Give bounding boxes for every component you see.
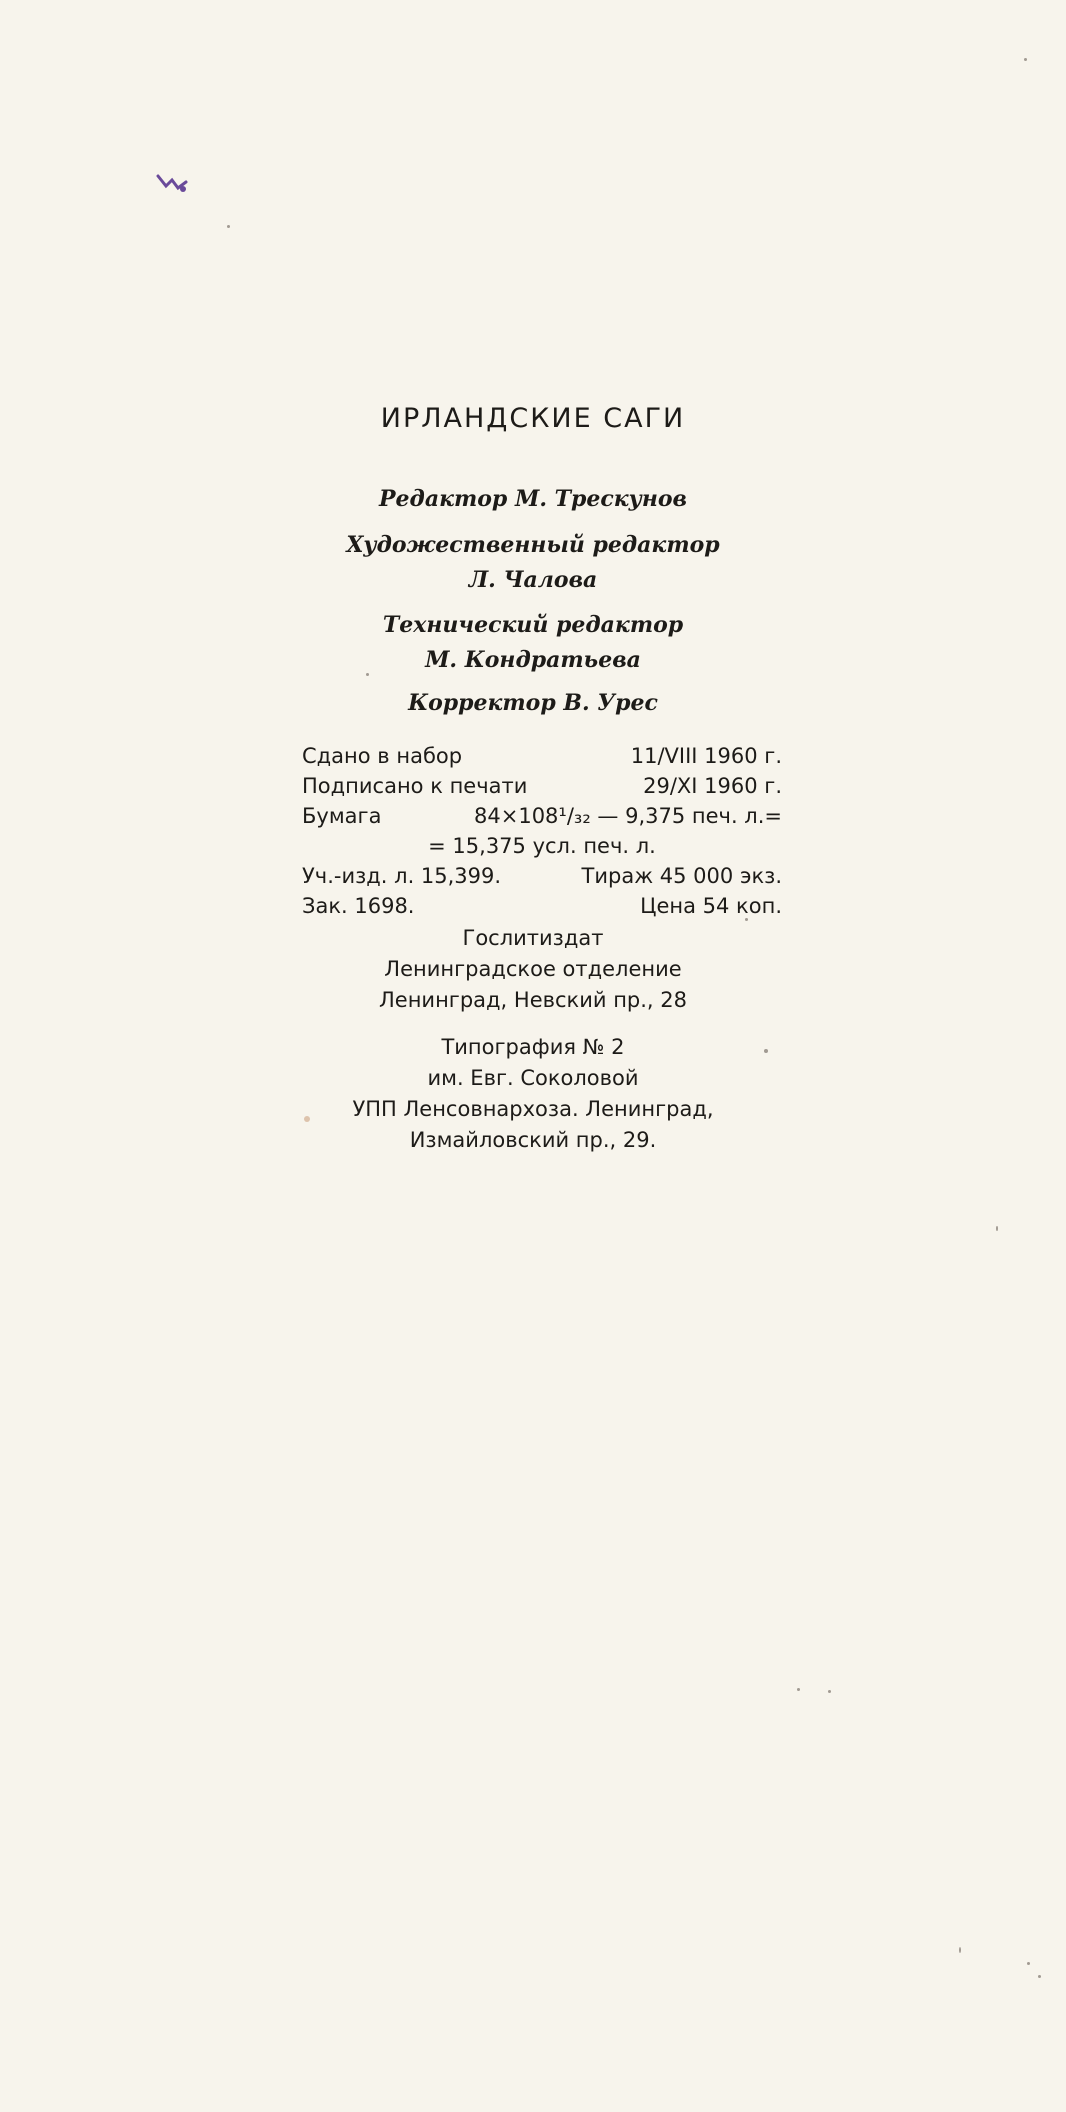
paper-speck: [366, 673, 369, 676]
publisher-block: [0, 923, 1066, 1016]
paper-speck: [1038, 1975, 1041, 1978]
print-run: Тираж 45 000 экз.: [581, 864, 782, 888]
imprint-block: [302, 741, 782, 921]
publisher-address: Ленинград, Невский пр., 28: [378, 988, 688, 1012]
publisher-name: Гослитиздат: [462, 926, 604, 950]
printer-named-after: им. Евг. Соколовой: [427, 1066, 639, 1090]
paper-speck: [996, 1226, 998, 1231]
paper-speck: [227, 225, 230, 228]
typeset-date: 11/VIII 1960 г.: [630, 744, 782, 768]
signed-label: Подписано к печати: [302, 774, 528, 798]
printer-block: [0, 1032, 1066, 1156]
printer-name: Типография № 2: [441, 1035, 625, 1059]
typeset-row: [302, 741, 782, 771]
proofreader-credit: Корректор В. Урес: [408, 690, 658, 716]
price: Цена 54 коп.: [640, 894, 782, 918]
tech-editor-label: Технический редактор: [382, 612, 684, 638]
paper-speck: [959, 1947, 961, 1953]
art-editor-label: Художественный редактор: [346, 532, 720, 558]
tech-editor-name: М. Кондратьева: [425, 647, 641, 673]
printer-address: Измайловский пр., 29.: [409, 1128, 657, 1152]
paper-speck: [797, 1688, 800, 1691]
art-editor-name: Л. Чалова: [468, 567, 598, 593]
conventional-sheets: = 15,375 усл. печ. л.: [428, 834, 656, 858]
printer-org: УПП Ленсовнархоза. Ленинград,: [352, 1097, 714, 1121]
paper-speck: [1024, 58, 1027, 61]
signed-date: 29/XI 1960 г.: [643, 774, 782, 798]
paper-value: 84×108¹/₃₂ — 9,375 печ. л.=: [474, 804, 782, 828]
ink-mark-icon: [156, 172, 190, 194]
book-title: ИРЛАНДСКИЕ САГИ: [380, 403, 686, 434]
paper-speck: [828, 1690, 831, 1693]
paper-row: [302, 801, 782, 831]
order-number: Зак. 1698.: [302, 894, 415, 918]
publisher-sheets: Уч.-изд. л. 15,399.: [302, 864, 502, 888]
typeset-label: Сдано в набор: [302, 744, 463, 768]
paper-speck: [1027, 1962, 1030, 1965]
signed-row: [302, 771, 782, 801]
order-row: [302, 891, 782, 921]
paper-label: Бумага: [302, 804, 382, 828]
publisher-branch: Ленинградское отделение: [384, 957, 682, 981]
editor-credit: Редактор М. Трескунов: [379, 486, 687, 512]
pub-sheets-row: [302, 861, 782, 891]
